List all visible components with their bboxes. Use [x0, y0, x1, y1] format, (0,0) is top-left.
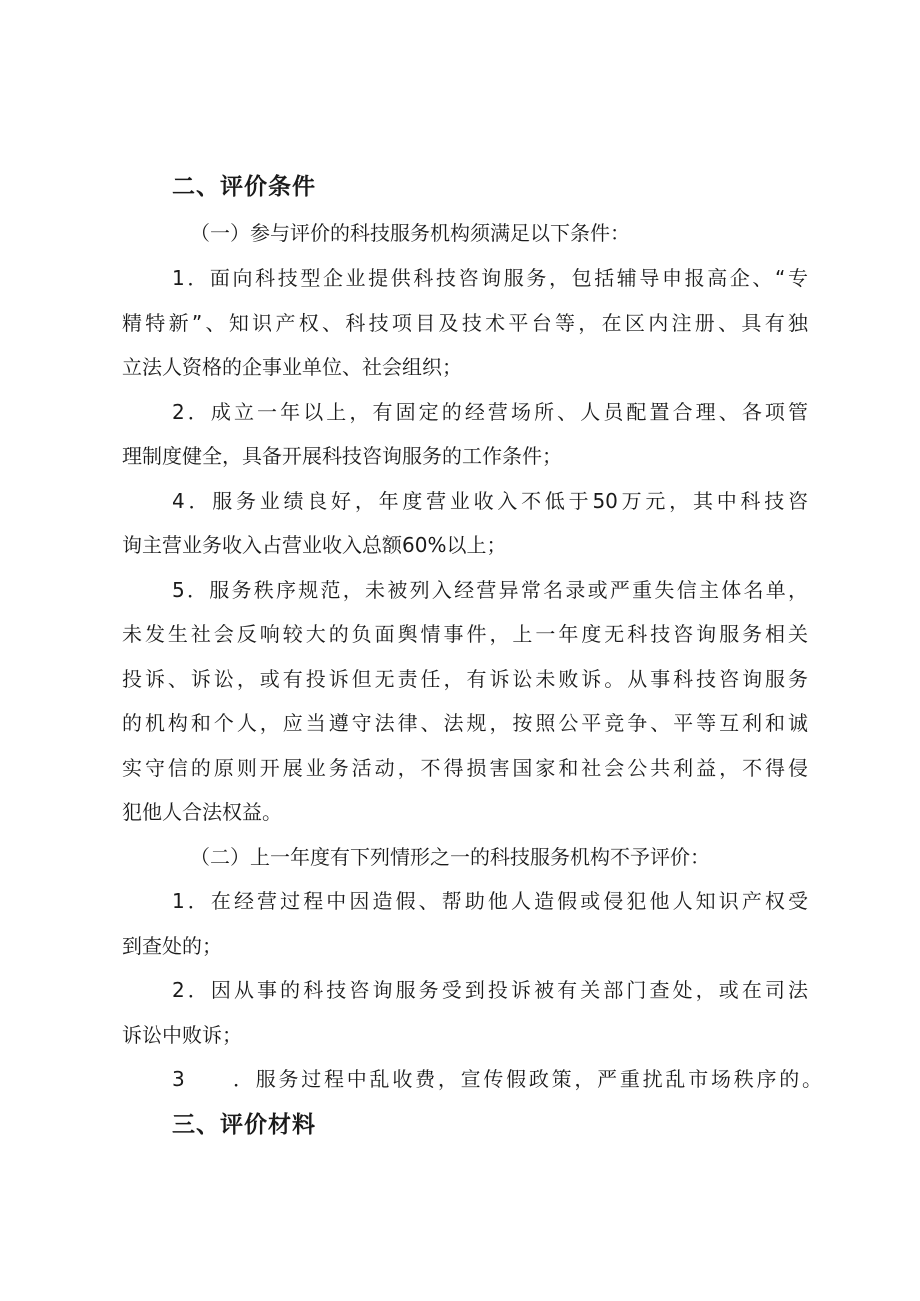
paragraph-line: 1．在经营过程中因造假、帮助他人造假或侵犯他人知识产权受 [172, 889, 808, 913]
paragraph-line: 2．成立一年以上，有固定的经营场所、人员配置合理、各项管 [172, 400, 808, 424]
paragraph-line: 4．服务业绩良好，年度营业收入不低于50万元，其中科技咨 [172, 489, 808, 513]
paragraph-line: 1．面向科技型企业提供科技咨询服务，包括辅导申报高企、“专 [172, 266, 808, 290]
section-heading-evaluation-materials: 三、评价材料 [172, 1112, 316, 1138]
paragraph-line: 精特新”、知识产权、科技项目及技术平台等，在区内注册、具有独 [122, 311, 808, 335]
subsection-title-requirements: （一）参与评价的科技服务机构须满足以下条件： [190, 221, 630, 245]
paragraph-line: 诉讼中败诉； [122, 1023, 242, 1047]
paragraph-line: 实守信的原则开展业务活动，不得损害国家和社会公共利益，不得侵 [122, 756, 808, 780]
paragraph-line: 未发生社会反响较大的负面舆情事件，上一年度无科技咨询服务相关 [122, 622, 808, 646]
paragraph-line: 到查处的； [122, 934, 222, 958]
paragraph-line: 犯他人合法权益。 [122, 800, 282, 824]
paragraph-line: 5．服务秩序规范，未被列入经营异常名录或严重失信主体名单， [172, 578, 808, 602]
paragraph-line: 的机构和个人，应当遵守法律、法规，按照公平竞争、平等互利和诚 [122, 711, 808, 735]
paragraph-line: 3 ．服务过程中乱收费，宣传假政策，严重扰乱市场秩序的。 [172, 1067, 822, 1091]
paragraph-line: 投诉、诉讼，或有投诉但无责任，有诉讼未败诉。从事科技咨询服务 [122, 667, 808, 691]
paragraph-line: 理制度健全，具备开展科技咨询服务的工作条件； [122, 444, 562, 468]
paragraph-line: 2．因从事的科技咨询服务受到投诉被有关部门查处，或在司法 [172, 978, 808, 1002]
paragraph-line: 立法人资格的企事业单位、社会组织； [122, 355, 462, 379]
subsection-title-exclusions: （二）上一年度有下列情形之一的科技服务机构不予评价： [190, 845, 710, 869]
section-heading-evaluation-conditions: 二、评价条件 [172, 174, 316, 200]
paragraph-line: 询主营业务收入占营业收入总额60%以上； [122, 533, 507, 557]
